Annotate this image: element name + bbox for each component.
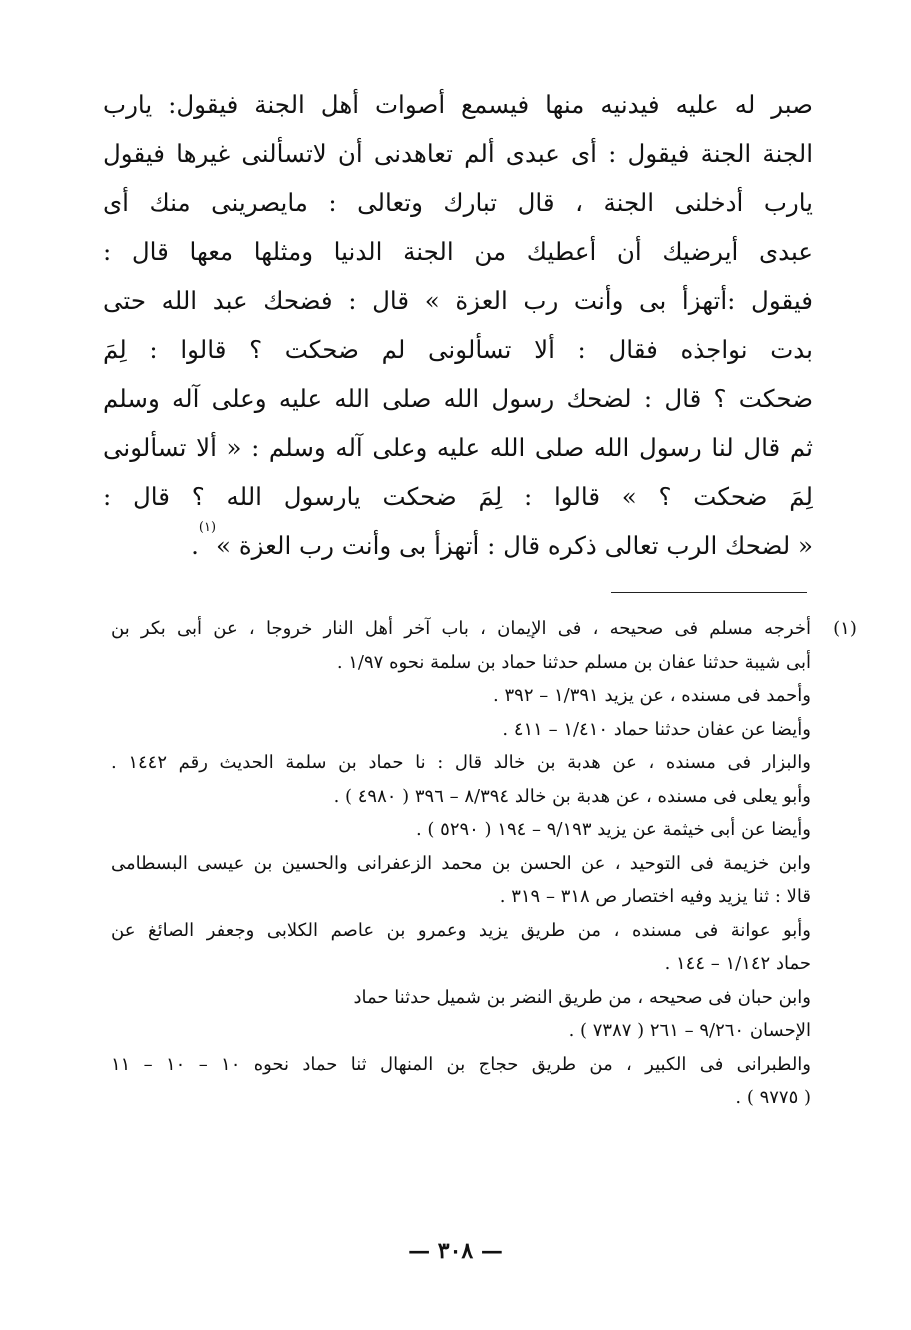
main-text-line: ضحكت ؟ قال : لضحك رسول الله صلى الله عليه وعلى آله وسلم <box>103 384 813 413</box>
footnote-line: والبزار فى مسنده ، عن هدبة بن خالد قال : نا حماد بن سلمة الحديث رقم ١٤٤٢ . <box>111 752 811 773</box>
main-text-line: لِمَ ضحكت ؟ » قالوا : لِمَ ضحكت يارسول الله ؟ قال : <box>103 482 813 511</box>
main-text-block <box>103 80 813 570</box>
footnote-line: والطبرانى فى الكبير ، من طريق حجاج بن المنهال ثنا حماد نحوه ١٠ – ١٠ – ١١ <box>111 1053 811 1075</box>
footnote-line: وابن خزيمة فى التوحيد ، عن الحسن بن محمد الزعفرانى والحسين بن عيسى البسطامى <box>111 852 811 874</box>
main-text-line: ثم قال لنا رسول الله صلى الله عليه وعلى آله وسلم : « ألا تسألونى <box>103 433 813 462</box>
footnote-divider <box>611 592 807 593</box>
footnote-marker: (١) <box>833 618 857 639</box>
main-text-line: بدت نواجذه فقال : ألا تسألونى لم ضحكت ؟ قالوا : لِمَ <box>103 335 813 364</box>
page-number: — ٣٠٨ — <box>408 1238 503 1264</box>
main-text-line: يارب أدخلنى الجنة ، قال تبارك وتعالى : مايصرينى منك أى <box>103 188 813 217</box>
main-text-line: فيقول :أتهزأ بى وأنت رب العزة » قال : فضحك عبد الله حتى <box>103 286 813 315</box>
footnote-reference: (١) <box>198 521 217 535</box>
footnote-line: أخرجه مسلم فى صحيحه ، فى الإيمان ، باب آخر أهل النار خروجا ، عن أبى بكر بن <box>111 618 811 639</box>
main-text-line: عبدى أيرضيك أن أعطيك من الجنة الدنيا ومثلها معها قال : <box>103 237 813 266</box>
main-text-line: « لضحك الرب تعالى ذكره قال : أتهزأ بى وأنت رب العزة » <box>216 531 813 560</box>
footnote-line: ( ٩٧٧٥ ) . <box>735 1087 811 1108</box>
main-text-last-line <box>103 521 813 570</box>
footnote-line: وأيضا عن أبى خيثمة عن يزيد ٩/١٩٣ – ١٩٤ ( ٥٢٩٠ ) . <box>415 819 811 840</box>
footnote-line: وابن حبان فى صحيحه ، من طريق النضر بن شميل حدثنا حماد <box>353 986 811 1008</box>
footnote-line: وأبو عوانة فى مسنده ، من طريق يزيد وعمرو بن عاصم الكلابى وجعفر الصائغ عن <box>111 919 811 941</box>
main-text-line: الجنة الجنة فيقول : أى عبدى ألم تعاهدنى أن لاتسألنى غيرها فيقول <box>103 139 813 168</box>
footnote-line: الإحسان ٩/٢٦٠ – ٢٦١ ( ٧٣٨٧ ) . <box>568 1020 811 1041</box>
footnote-line: وأحمد فى مسنده ، عن يزيد ١/٣٩١ – ٣٩٢ . <box>493 685 811 706</box>
footnotes-block <box>111 612 857 1115</box>
sentence-period: . <box>191 531 199 560</box>
footnote-line: قالا : ثنا يزيد وفيه اختصار ص ٣١٨ – ٣١٩ . <box>499 886 811 907</box>
main-text-line: صبر له عليه فيدنيه منها فيسمع أصوات أهل الجنة فيقول: يارب <box>103 90 813 119</box>
footnote-line: وأبو يعلى فى مسنده ، عن هدبة بن خالد ٨/٣٩٤ – ٣٩٦ ( ٤٩٨٠ ) . <box>333 785 811 807</box>
footnote-line: وأيضا عن عفان حدثنا حماد ١/٤١٠ – ٤١١ . <box>502 718 811 740</box>
footnote-line: أبى شيبة حدثنا عفان بن مسلم حدثنا حماد بن سلمة نحوه ١/٩٧ . <box>336 651 811 673</box>
footnote-line: حماد ١/١٤٢ – ١٤٤ . <box>664 953 811 974</box>
